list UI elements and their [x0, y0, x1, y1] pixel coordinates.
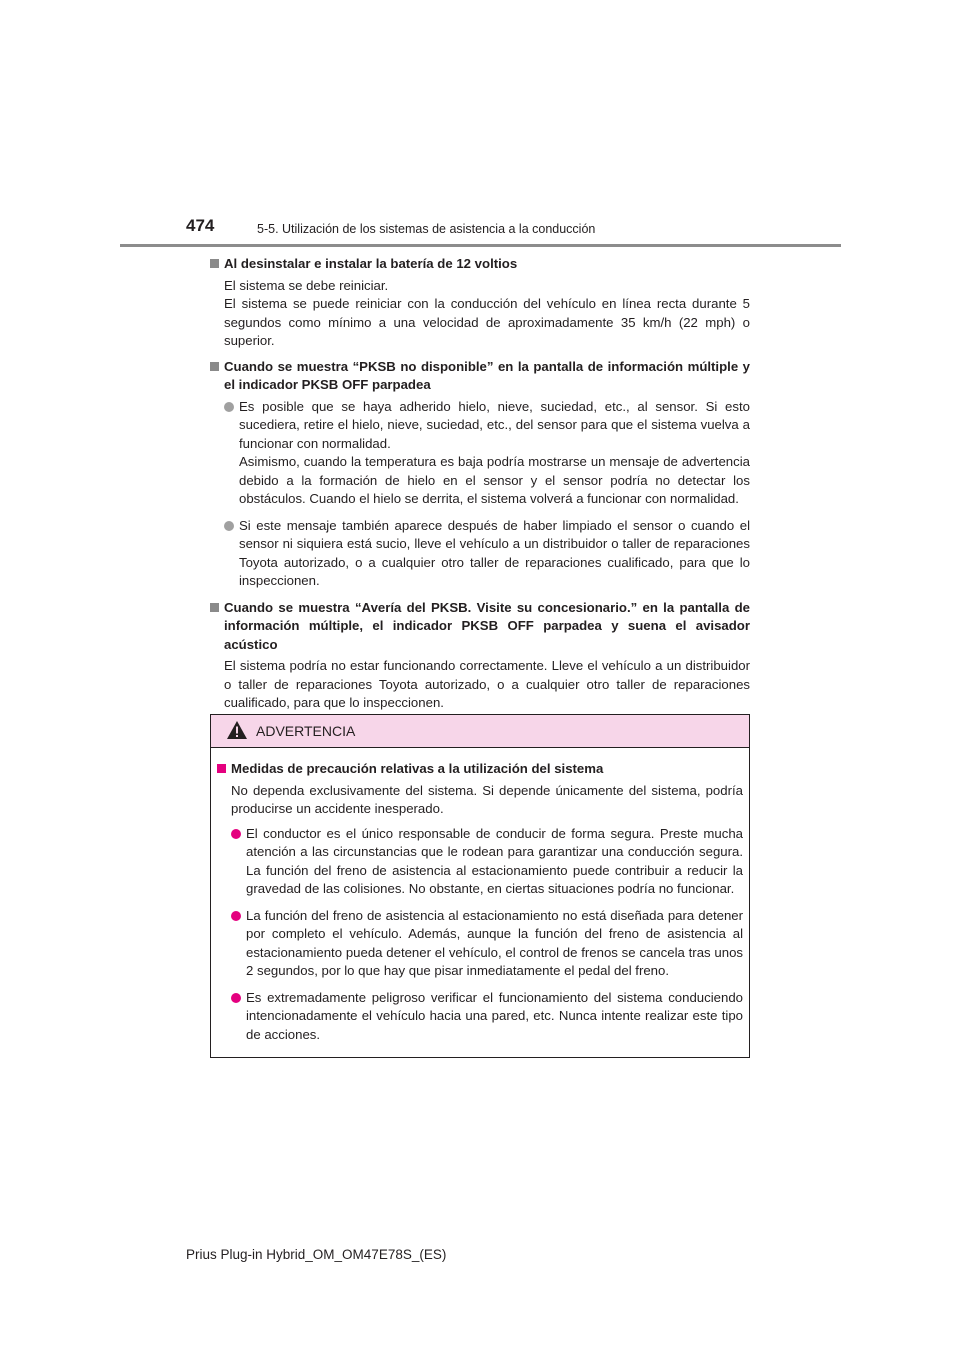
paragraph: El sistema podría no estar funcionando correctamente. Lleve el vehículo a un distribuidor o taller de reparaciones Toyota autorizado, o a cualquier otro taller de reparaciones cualificado, para que lo inspeccionen.: [224, 658, 750, 710]
topic-title: [210, 599, 750, 655]
page-number: 474: [186, 216, 215, 235]
list-item-text: Si este mensaje también aparece después de haber limpiado el sensor o cuando el sensor ni siquiera está sucio, lleve el vehículo a un distribuidor o taller de reparaciones Toyota autorizado, o a cualquier otro taller de reparaciones cualificado, para que lo inspeccionen.: [239, 517, 750, 588]
warning-header: [211, 715, 749, 748]
paragraph: El sistema se debe reiniciar.: [224, 277, 389, 293]
topic-title: [210, 255, 750, 274]
warning-heading: [217, 760, 743, 779]
square-bullet-icon: [210, 362, 219, 371]
warning-list-item: [217, 825, 743, 899]
header-rule: [120, 244, 841, 247]
topic-title-text: Cuando se muestra “Avería del PKSB. Visite su concesionario.” en la pantalla de información múltiple, el indicador PKSB OFF parpadea y suena el avisador acústico: [224, 599, 750, 652]
warning-list-item-text: Es extremadamente peligroso verificar el funcionamiento del sistema conduciendo intencionadamente el vehículo hacia una pared, etc. Nunca intente realizar este tipo de acciones.: [246, 989, 743, 1042]
square-bullet-icon: [210, 603, 219, 612]
warning-list-item: [217, 989, 743, 1045]
topic-title-text: Cuando se muestra “PKSB no disponible” en la pantalla de información múltiple y el indicador PKSB OFF parpadea: [224, 358, 750, 392]
circle-bullet-icon: [224, 521, 234, 531]
square-bullet-icon: [217, 764, 226, 773]
warning-triangle-icon: [226, 720, 248, 740]
warning-body: [211, 748, 749, 1044]
warning-list-item-text: El conductor es el único responsable de conducir de forma segura. Preste mucha atención a las circunstancias que le rodean para garantizar una conducción segura. La función del freno de asistencia al estacionamiento puede contribuir a reducir la gravedad de las colisiones. No obstante, en ciertas situaciones podría no funcionar.: [246, 825, 743, 896]
list-item-text: Asimismo, cuando la temperatura es baja podría mostrarse un mensaje de advertencia debido a la formación de hielo en el sensor y el sensor podría no detectar los obstáculos. Cuando el hielo se derrita, el sistema volverá a funcionar con normalidad.: [239, 454, 750, 506]
topic-battery: [210, 255, 750, 351]
list-item-text: Es posible que se haya adherido hielo, nieve, suciedad, etc., al sensor. Si esto sucediera, retire el hielo, nieve, suciedad, etc., del sensor para que el sistema vuelva a funcionar con normalidad.: [239, 398, 750, 451]
topic-title: [210, 358, 750, 395]
warning-title: ADVERTENCIA: [256, 723, 356, 739]
list-item: [210, 398, 750, 509]
topic-pksb-malfunction: [210, 599, 750, 713]
paragraph: El sistema se puede reiniciar con la conducción del vehículo en línea recta durante 5 segundos como mínimo a una velocidad de aproximadamente 35 km/h (22 mph) o superior.: [224, 296, 750, 348]
circle-bullet-icon: [224, 402, 234, 412]
warning-intro: No dependa exclusivamente del sistema. Si depende únicamente del sistema, podría producirse un accidente inesperado.: [231, 782, 743, 816]
circle-bullet-icon: [231, 829, 241, 839]
list-item: [210, 517, 750, 591]
topic-title-text: Al desinstalar e instalar la batería de 12 voltios: [224, 256, 518, 271]
section-heading: 5-5. Utilización de los sistemas de asistencia a la conducción: [257, 222, 596, 236]
topic-pksb-unavailable: [210, 358, 750, 591]
warning-list-item-text: La función del freno de asistencia al estacionamiento no está diseñada para detener por completo el vehículo. Además, aunque la función del freno de asistencia al estacionamiento pueda detener el vehículo, el control de frenos se cancela tras unos 2 segundos, por lo que hay que pisar inmediatamente el pedal del freno.: [246, 907, 743, 978]
warning-heading-text: Medidas de precaución relativas a la utilización del sistema: [231, 761, 604, 776]
circle-bullet-icon: [231, 911, 241, 921]
square-bullet-icon: [210, 259, 219, 268]
circle-bullet-icon: [231, 993, 241, 1003]
warning-box: [210, 714, 750, 1058]
main-content: [210, 255, 750, 720]
footer-model: Prius Plug-in Hybrid_OM_OM47E78S_(ES): [186, 1247, 447, 1262]
warning-list-item: [217, 907, 743, 981]
